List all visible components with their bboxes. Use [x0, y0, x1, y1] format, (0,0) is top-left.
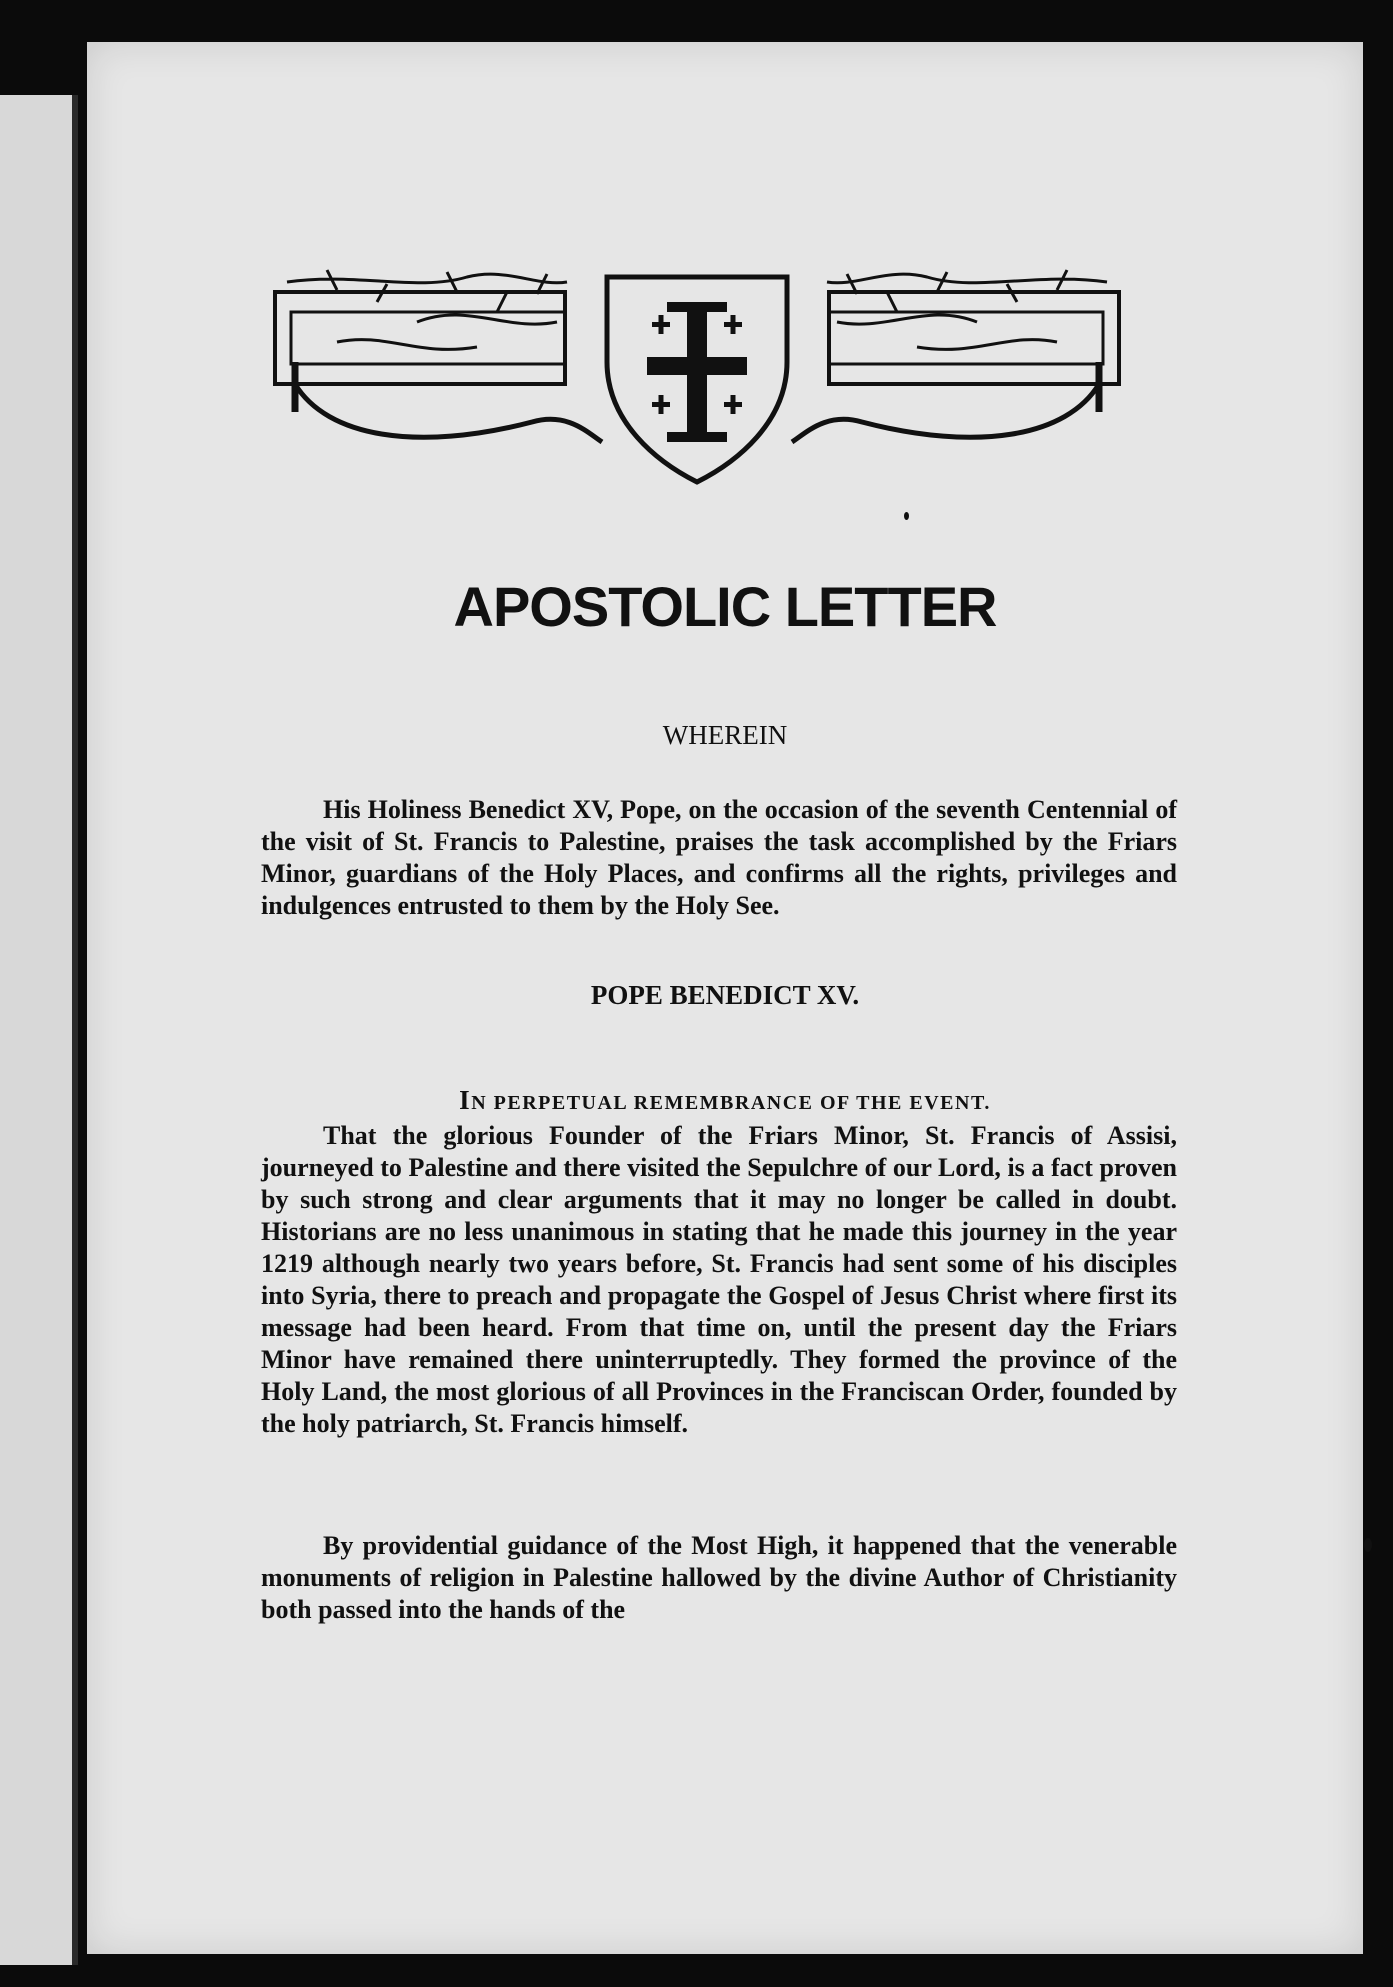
document-page [87, 42, 1363, 1954]
perpetual-n: N [471, 1092, 488, 1114]
document-title: APOSTOLIC LETTER [453, 575, 997, 638]
jerusalem-cross-shield-icon [607, 277, 787, 482]
branch-left [287, 270, 567, 349]
frame-outer-right [829, 292, 1119, 384]
body-paragraph-2: By providential guidance of the Most High, it happened that the venerable monuments of religion in Palestine hallowed by the divine Author of Christianity both passed into the hands of the [261, 1531, 1177, 1624]
pope-heading: POPE BENEDICT XV. [590, 980, 860, 1010]
wherein-heading: WHEREIN [662, 720, 788, 750]
cord-left [295, 384, 602, 442]
perpetual-remembrance-heading [87, 1085, 1363, 1116]
branch-right [827, 270, 1107, 349]
adjacent-page-edge [0, 95, 78, 1965]
perpetual-initial: I [459, 1085, 472, 1115]
page-fold-shadow [72, 95, 78, 1965]
edge-speck [1364, 1538, 1372, 1552]
cord-right [792, 384, 1099, 442]
ink-speck [904, 512, 909, 520]
frame-outer-left [275, 292, 565, 384]
perpetual-rest: PERPETUAL REMEMBRANCE OF THE EVENT. [487, 1092, 991, 1114]
body-paragraph-1: That the glorious Founder of the Friars Minor, St. Francis of Assisi, journeyed to Palestine and there visited the Sepulchre of our Lord, is a fact proven by such strong and clear arguments that it may no longer be called in doubt. Historians are no less unanimous in stating that he made this journey in the year 1219 although nearly two years before, St. Francis had sent some of his disciples into Syria, there to preach and propagate the Gospel of Jesus Christ where first its message had been heard. From that time on, until the present day the Friars Minor have remained there uninterruptedly. They formed the province of the Holy Land, the most glorious of all Provinces in the Franciscan Order, founded by the holy patriarch, St. Francis himself. [261, 1121, 1177, 1438]
intro-paragraph: His Holiness Benedict XV, Pope, on the occasion of the seventh Centennial of the visit of St. Francis to Palestine, praises the task accomplished by the Friars Minor, guardians of the Holy Places, and confirms all the rights, privileges and indulgences entrusted to them by the Holy See. [261, 795, 1177, 920]
header-ornament [267, 262, 1127, 512]
